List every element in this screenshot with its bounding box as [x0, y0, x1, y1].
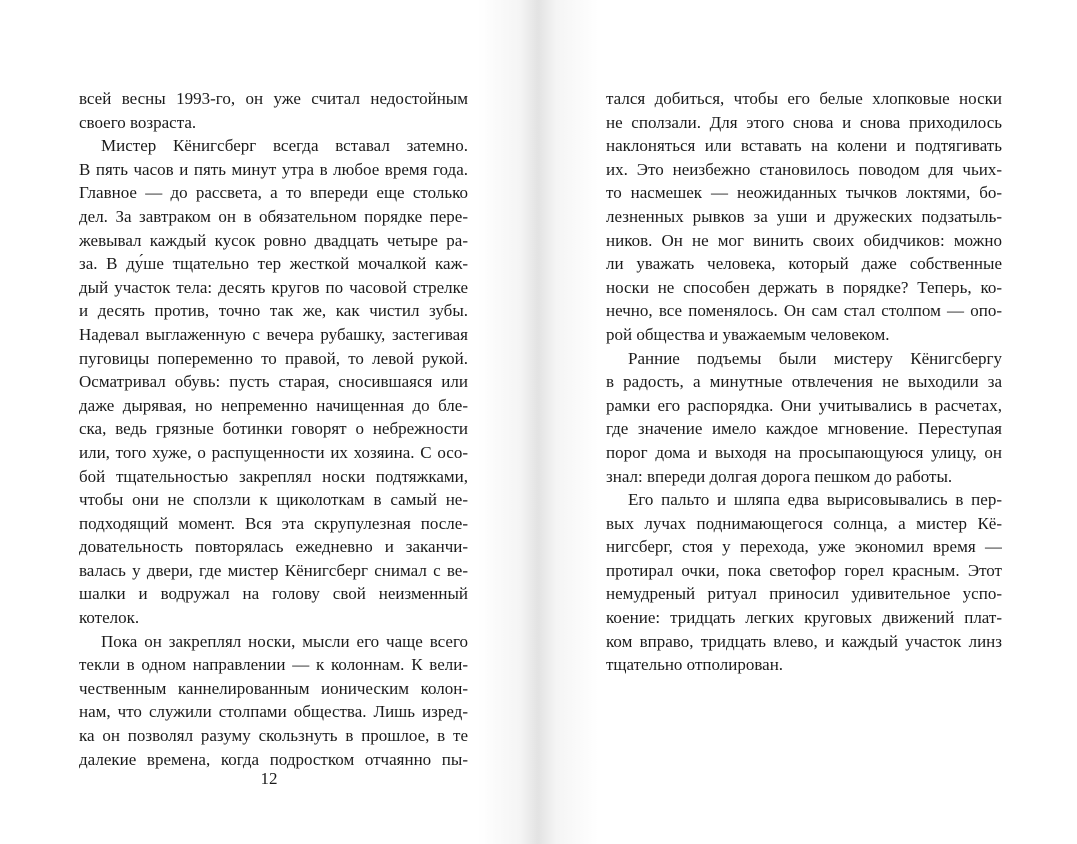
text-line: в радость, а минутные отвлечения не выходили за — [606, 372, 1002, 392]
text-line: то насмешек — неожиданных тычков локтями, бо- — [606, 183, 1002, 203]
text-line: носки не способен держать в порядке? Теперь, ко- — [606, 277, 1002, 297]
right-page-text — [606, 87, 1002, 677]
text-line: нечно, все поменялось. Он сам стал столпом — опо- — [606, 301, 1002, 321]
text-line: валась у двери, где мистер Кёнигсберг снимал с ве- — [79, 560, 468, 580]
text-line: и десять против, точно так же, как чистил зубы. — [79, 301, 468, 321]
text-line: наклоняться или вставать на колени и подтягивать — [606, 136, 1002, 156]
text-line: жевывал каждый кусок ровно двадцать четыре ра- — [79, 230, 468, 250]
left-page-text — [79, 87, 468, 771]
text-line: рой общества и уважаемым человеком. — [606, 324, 890, 344]
text-line: Осматривал обувь: пусть старая, сносившаяся или — [79, 372, 468, 392]
text-line: довательность повторялась ежедневно и заканчи- — [79, 537, 468, 557]
text-line: коение: тридцать легких круговых движений плат- — [606, 608, 1002, 628]
text-line: не сползали. Для этого снова и снова приходилось — [606, 112, 1002, 132]
text-line: ли уважать человека, который даже собственные — [606, 254, 1002, 274]
text-line: вых лучах поднимающегося солнца, а мистер Кё- — [606, 513, 1002, 533]
text-line: чественным каннелированным ионическим колон- — [79, 678, 468, 698]
text-line: чтобы они не сползли к щиколоткам в самый не- — [79, 490, 468, 510]
text-line: подходящий момент. Вся эта скрупулезная после- — [79, 513, 468, 533]
text-line: котелок. — [79, 608, 140, 628]
text-line: пуговицы попеременно то правой, то левой рукой. — [79, 348, 468, 368]
text-line: даже дырявая, но непременно начищенная до бле- — [79, 395, 468, 415]
text-line: Его пальто и шляпа едва вырисовывались в пер- — [628, 490, 1002, 510]
text-line: Надевал выглаженную с вечера рубашку, застегивая — [79, 324, 468, 344]
text-line: всей весны 1993-го, он уже считал недостойным — [79, 89, 468, 108]
text-line: текли в одном направлении — к колоннам. К вели- — [79, 655, 468, 675]
text-line: дый участок тела: десять кругов по часовой стрелке — [79, 277, 468, 297]
text-line: за. В ду́ше тщательно тер жесткой мочалкой каж- — [79, 254, 468, 274]
text-line: порог дома и выходя на просыпающуюся улицу, он — [606, 442, 1002, 462]
text-line: своего возраста. — [79, 112, 197, 132]
text-line: дел. За завтраком он в обязательном порядке пере- — [79, 206, 468, 226]
text-line: шалки и водружал на голову свой неизменный — [79, 584, 468, 604]
text-line: немудреный ритуал приносил удивительное успо- — [606, 584, 1002, 604]
text-line: знал: впереди долгая дорога пешком до работы. — [606, 466, 953, 486]
text-line: нам, что служили столпами общества. Лишь изред- — [79, 702, 468, 722]
text-line: ка он позволял разуму скользнуть в прошлое, в те — [79, 726, 468, 746]
text-line: тался добиться, чтобы его белые хлопковые носки — [606, 89, 1002, 108]
text-line: далекие времена, когда подростком отчаянно пы- — [79, 749, 468, 769]
text-line: где значение имело каждое мгновение. Переступая — [606, 419, 1002, 439]
page-number: 12 — [260, 769, 278, 788]
text-line: бой тщательностью закреплял носки подтяжками, — [79, 466, 468, 486]
text-line: или, того хуже, о распущенности их хозяина. С осо- — [79, 442, 468, 462]
text-line: протирал очки, пока светофор горел красным. Этот — [606, 560, 1002, 580]
text-line: нигсберг, стоя у перехода, уже экономил время — — [606, 537, 1002, 557]
text-line: В пять часов и пять минут утра в любое время года. — [79, 159, 468, 179]
text-line: Главное — до рассвета, а то впереди еще столько — [79, 183, 468, 203]
text-line: их. Это неизбежно становилось поводом для чьих- — [606, 159, 1002, 179]
text-line: ников. Он не мог винить своих обидчиков: можно — [606, 230, 1002, 250]
text-line: Мистер Кёнигсберг всегда вставал затемно. — [101, 136, 468, 156]
text-line: Пока он закреплял носки, мысли его чаще всего — [101, 631, 468, 651]
text-line: Ранние подъемы были мистеру Кёнигсбергу — [628, 348, 1002, 368]
text-line: ком вправо, тридцать влево, и каждый участок линз — [606, 631, 1002, 651]
text-line: ска, ведь грязные ботинки говорят о небрежности — [79, 419, 468, 439]
text-line: лезненных рывков за уши и дружеских подзатыль- — [606, 206, 1002, 226]
text-line: рамки его распорядка. Они учитывались в расчетах, — [606, 395, 1002, 415]
text-line: тщательно отполирован. — [606, 655, 784, 675]
